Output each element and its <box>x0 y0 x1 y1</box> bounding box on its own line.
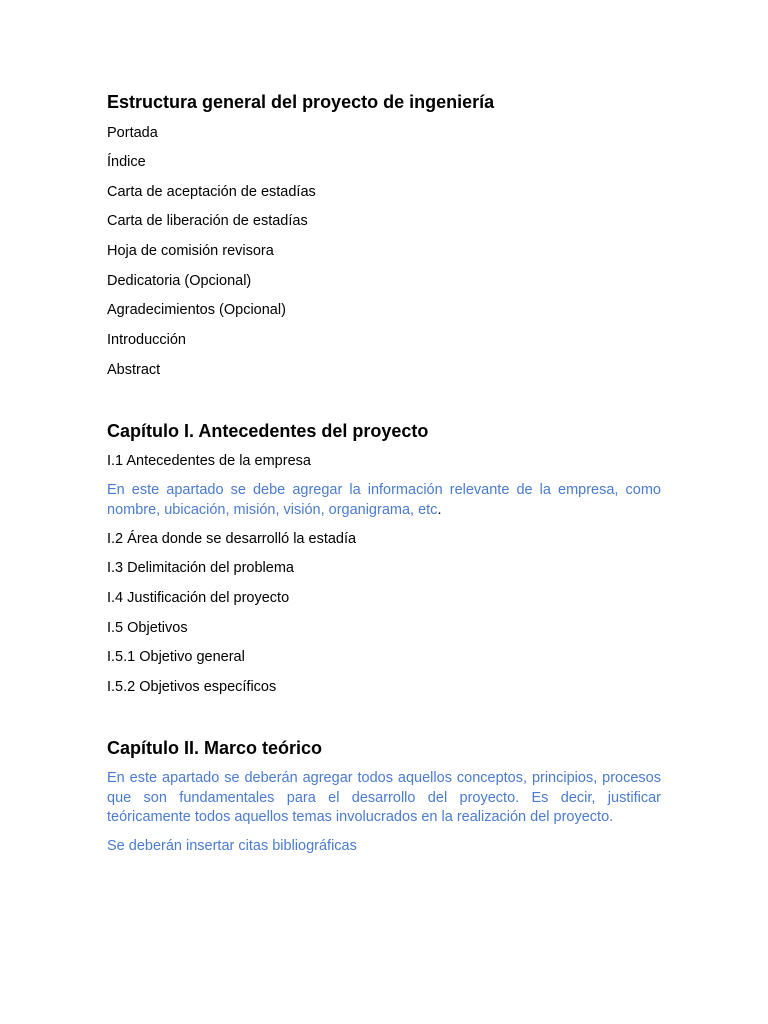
front-matter-item: Carta de liberación de estadías <box>107 213 308 229</box>
chapter-1-note <box>107 481 661 520</box>
section-item: I.4 Justificación del proyecto <box>107 590 290 606</box>
section-item: I.2 Área donde se desarrolló la estadía <box>107 531 357 547</box>
section-item: I.1 Antecedentes de la empresa <box>107 453 311 469</box>
section-item: I.3 Delimitación del problema <box>107 560 294 576</box>
front-matter-item: Índice <box>107 154 146 170</box>
section-item: I.5 Objetivos <box>107 620 188 636</box>
front-matter-item: Portada <box>107 125 158 141</box>
front-matter-item: Introducción <box>107 332 186 348</box>
chapter-1-note-text: En este apartado se debe agregar la información relevante de la empresa, como nombre, ubicación, misión, visión, organigrama, etc <box>107 482 661 518</box>
front-matter-item: Abstract <box>107 362 161 378</box>
front-matter-item: Hoja de comisión revisora <box>107 243 274 259</box>
section-item: I.5.2 Objetivos específicos <box>107 679 277 695</box>
front-matter-item: Dedicatoria (Opcional) <box>107 273 252 289</box>
chapter-1-note-period: . <box>437 501 442 518</box>
citation-note: Se deberán insertar citas bibliográficas <box>107 838 357 854</box>
chapter-1-title: Capítulo I. Antecedentes del proyecto <box>107 421 429 441</box>
front-matter-item: Carta de aceptación de estadías <box>107 184 316 200</box>
chapter-2-title: Capítulo II. Marco teórico <box>107 738 323 758</box>
front-matter-item: Agradecimientos (Opcional) <box>107 302 286 318</box>
chapter-2-note: En este apartado se deberán agregar todos aquellos conceptos, principios, procesos que son fundamentales para el desarrollo del proyecto. Es decir, justificar teóricamente todos aquellos temas involucrados en la realización del proyecto. <box>107 770 661 825</box>
section-item: I.5.1 Objetivo general <box>107 649 245 665</box>
document-title: Estructura general del proyecto de ingeniería <box>107 92 495 112</box>
